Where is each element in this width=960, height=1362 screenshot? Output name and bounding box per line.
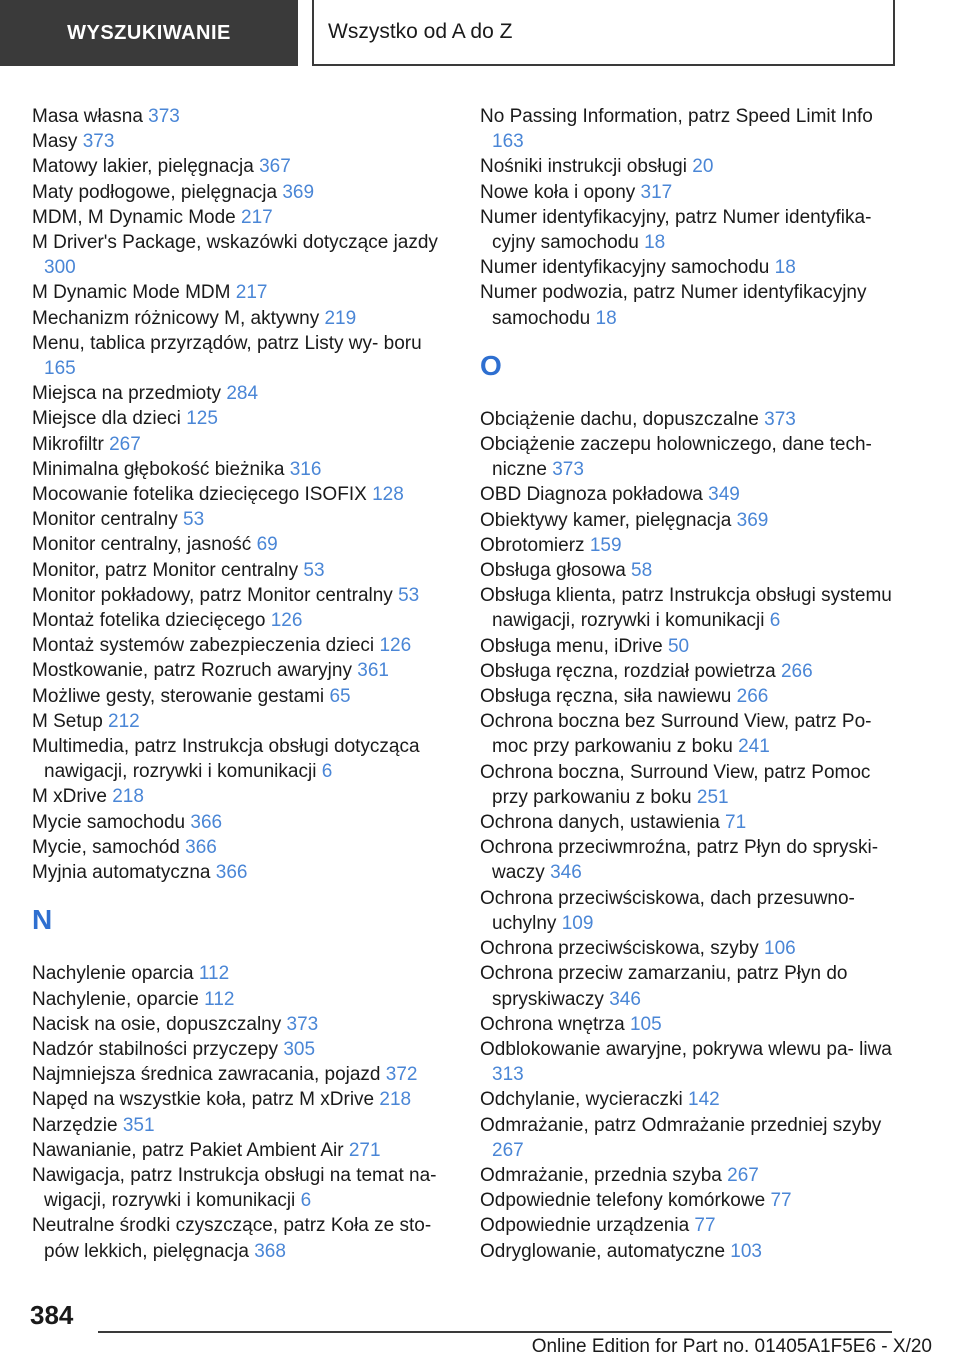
index-entry <box>32 381 452 406</box>
index-entry <box>32 1087 452 1112</box>
section-title: Wszystko od A do Z <box>312 0 895 66</box>
index-letter-heading: O <box>480 349 502 381</box>
index-entry <box>32 658 452 683</box>
index-entry-text: Masy <box>32 131 78 153</box>
index-entry <box>32 230 452 280</box>
index-entry-text: No Passing Information, patrz Speed Limit Info <box>480 106 873 127</box>
index-column-right <box>480 104 900 1264</box>
index-entry-text: Obsługa ręczna, rozdział powietrza <box>480 660 776 682</box>
index-entry <box>32 482 452 507</box>
index-page-link[interactable]: 219 <box>324 307 357 329</box>
index-entry-text: Ochrona przeciwściskowa, dach przesuwno‐ uchylny <box>480 887 855 934</box>
index-page-link[interactable]: 50 <box>667 635 690 657</box>
index-page-link[interactable]: 217 <box>241 206 273 228</box>
index-entry <box>32 1113 452 1138</box>
index-entry-text: Obsługa menu, iDrive <box>480 635 663 657</box>
index-entry <box>480 104 900 154</box>
index-entry-text: Nacisk na osie, dopuszczalny <box>32 1013 282 1035</box>
index-entry-text: Mycie, samochód <box>32 836 180 858</box>
index-entry-text: M Driver's Package, wskazówki dotyczące jazdy <box>32 232 438 254</box>
index-page-link[interactable]: 126 <box>270 610 303 632</box>
index-entry-text: Neutralne środki czyszczące, patrz Koła ze sto‐ pów lekkich, pielęgnacja <box>32 1215 432 1262</box>
index-page-link[interactable]: 366 <box>215 862 248 884</box>
index-entry-text: Nachylenie, oparcie <box>32 988 199 1010</box>
index-page-link[interactable]: 18 <box>595 307 617 329</box>
index-page-link[interactable]: 212 <box>108 710 140 732</box>
index-page-link[interactable]: 373 <box>552 459 584 481</box>
index-page-link[interactable]: 58 <box>631 560 653 582</box>
index-entry <box>32 583 452 608</box>
index-entry-text: Odmrażanie, patrz Odmrażanie przedniej szyby <box>480 1114 882 1136</box>
index-entry-text: Ochrona wnętrza <box>480 1013 625 1035</box>
index-entry <box>32 432 452 457</box>
index-page-link[interactable]: 125 <box>186 408 218 430</box>
index-entry-text: Multimedia, patrz Instrukcja obsługi dotycząca nawigacji, rozrywki i komunikacji <box>32 736 420 783</box>
index-page-link[interactable]: 368 <box>254 1240 286 1262</box>
index-page-link[interactable]: 217 <box>235 282 268 304</box>
index-entry <box>480 482 900 507</box>
index-entry <box>32 633 452 658</box>
index-page-link[interactable]: 218 <box>112 786 144 808</box>
index-page-link[interactable]: 373 <box>286 1013 319 1035</box>
index-entry-text: Odryglowanie, automatyczne <box>480 1240 726 1262</box>
index-entry-text: Monitor, patrz Monitor centralny <box>32 559 299 581</box>
index-entry <box>480 558 900 583</box>
index-page-link[interactable]: 18 <box>774 257 796 279</box>
index-page-link[interactable]: 105 <box>629 1013 662 1035</box>
index-page-link[interactable]: 20 <box>692 156 714 178</box>
index-entry-text: Masa własna <box>32 106 143 127</box>
index-column-left <box>32 104 452 1264</box>
index-entry-text: Nośniki instrukcji obsługi <box>480 156 687 178</box>
index-entry <box>480 154 900 179</box>
index-page-link[interactable]: 69 <box>256 534 278 556</box>
index-entry <box>32 1012 452 1037</box>
index-entry-text: Myjnia automatyczna <box>32 862 211 884</box>
index-entry <box>480 280 900 330</box>
index-entry <box>480 583 900 633</box>
index-entry <box>32 129 452 154</box>
index-page-link[interactable]: 106 <box>764 938 796 960</box>
index-entry <box>480 1188 900 1213</box>
index-page-link[interactable]: 366 <box>185 836 217 858</box>
index-page-link[interactable]: 53 <box>398 584 420 606</box>
index-page-link[interactable]: 6 <box>300 1190 312 1212</box>
index-entry-text: Najmniejsza średnica zawracania, pojazd <box>32 1064 381 1086</box>
index-entry-text: Numer podwozia, patrz Numer identyfikacyjny samochodu <box>480 282 867 329</box>
index-entry-text: Monitor centralny, jasność <box>32 534 252 556</box>
index-page-link[interactable]: 109 <box>561 912 594 934</box>
index-page-link[interactable]: 6 <box>321 761 333 783</box>
index-entry-text: Nadzór stabilności przyczepy <box>32 1038 279 1060</box>
index-entry-text: Obsługa ręczna, siła nawiewu <box>480 686 732 708</box>
index-entry <box>32 205 452 230</box>
index-entry-text: Obrotomierz <box>480 534 585 556</box>
index-entry-text: Matowy lakier, pielęgnacja <box>32 156 254 178</box>
index-page-link[interactable]: 77 <box>770 1190 792 1212</box>
index-entry <box>32 104 452 129</box>
index-entry <box>32 406 452 431</box>
index-entry-text: Nowe koła i opony <box>480 181 636 203</box>
index-entry-text: Mikrofiltr <box>32 433 104 455</box>
index-entry-text: Mocowanie fotelika dziecięcego ISOFIX <box>32 484 367 506</box>
index-page-link[interactable]: 266 <box>736 686 769 708</box>
index-entry <box>32 1138 452 1163</box>
index-page-link[interactable]: 305 <box>283 1038 316 1060</box>
index-entry-text: M Dynamic Mode MDM <box>32 282 231 304</box>
index-entry-text: Odblokowanie awaryjne, pokrywa wlewu pa‐ liwa <box>480 1038 892 1060</box>
index-entry <box>480 886 900 936</box>
index-entry-text: Narzędzie <box>32 1114 118 1136</box>
index-entry <box>480 684 900 709</box>
header <box>0 0 960 66</box>
index-entry <box>32 608 452 633</box>
index-entry <box>32 1163 452 1213</box>
index-entry <box>32 860 452 885</box>
index-entry <box>480 961 900 1011</box>
index-entry-text: M Setup <box>32 710 103 732</box>
index-page-link[interactable]: 112 <box>204 988 235 1010</box>
index-entry <box>32 784 452 809</box>
index-entry <box>480 709 900 759</box>
index-entry-text: Nawigacja, patrz Instrukcja obsługi na temat na‐ wigacji, rozrywki i komunikacji <box>32 1164 437 1212</box>
index-entry-text: Obiektywy kamer, pielęgnacja <box>480 509 732 531</box>
index-page-link[interactable]: 112 <box>198 963 230 985</box>
index-entry-text: Ochrona przeciwmroźna, patrz Płyn do spryski‐ waczy <box>480 837 879 884</box>
index-page-link[interactable]: 251 <box>696 786 729 808</box>
index-page-link[interactable]: 266 <box>780 660 813 682</box>
index-entry-text: Montaż fotelika dziecięcego <box>32 610 266 632</box>
index-page-link[interactable]: 163 <box>492 131 524 153</box>
index-entry-text: Ochrona boczna bez Surround View, patrz Po‐ moc przy parkowaniu z boku <box>480 711 872 758</box>
index-entry <box>480 533 900 558</box>
index-entry <box>32 306 452 331</box>
index-entry <box>480 1037 900 1087</box>
index-entry <box>480 180 900 205</box>
index-entry-text: Minimalna głębokość bieżnika <box>32 458 285 480</box>
index-entry <box>32 532 452 557</box>
index-entry-text: M xDrive <box>32 786 107 808</box>
index-entry <box>32 684 452 709</box>
index-entry <box>480 936 900 961</box>
index-entry <box>32 180 452 205</box>
index-page-link[interactable]: 369 <box>282 181 315 203</box>
index-entry <box>32 457 452 482</box>
index-letter-heading: N <box>32 904 53 936</box>
index-page-link[interactable]: 346 <box>550 862 582 884</box>
index-entry <box>32 507 452 532</box>
index-page-link[interactable]: 267 <box>109 433 141 455</box>
index-page-link[interactable]: 267 <box>727 1164 759 1186</box>
index-entry <box>32 734 452 784</box>
index-page-link[interactable]: 300 <box>44 257 76 279</box>
index-entry <box>32 154 452 179</box>
index-page-link[interactable]: 317 <box>640 181 673 203</box>
index-page-link[interactable]: 361 <box>357 660 389 682</box>
index-entry <box>32 331 452 381</box>
index-page-link[interactable]: 126 <box>379 635 412 657</box>
index-entry-text: Ochrona boczna, Surround View, patrz Pomoc przy parkowaniu z boku <box>480 761 871 808</box>
index-page-link[interactable]: 373 <box>82 131 115 153</box>
index-page-link[interactable]: 53 <box>303 559 325 581</box>
index-entry <box>480 810 900 835</box>
index-entry <box>32 1062 452 1087</box>
index-entry-text: Numer identyfikacyjny, patrz Numer identyfika‐ cyjny samochodu <box>480 206 872 254</box>
index-entry <box>480 1163 900 1188</box>
index-entry-text: Menu, tablica przyrządów, patrz Listy wy‐ boru <box>32 332 422 354</box>
index-page-link[interactable]: 159 <box>589 534 622 556</box>
index-entry-text: MDM, M Dynamic Mode <box>32 206 236 228</box>
index-page-link[interactable]: 241 <box>738 736 770 758</box>
index-page-link[interactable]: 165 <box>44 358 76 380</box>
index-entry <box>480 407 900 432</box>
index-entry <box>32 280 452 305</box>
index-entry <box>480 1087 900 1112</box>
index-entry <box>480 432 900 482</box>
index-page-link[interactable]: 351 <box>122 1114 155 1136</box>
index-entry-text: Nawanianie, patrz Pakiet Ambient Air <box>32 1139 344 1161</box>
index-page-link[interactable]: 369 <box>736 509 769 531</box>
index-entry-text: Ochrona danych, ustawienia <box>480 812 720 834</box>
index-entry-text: Napęd na wszystkie koła, patrz M xDrive <box>32 1089 375 1111</box>
index-page-link[interactable]: 65 <box>329 685 351 707</box>
index-entry-text: Monitor centralny <box>32 509 178 531</box>
index-entry <box>480 760 900 810</box>
index-entry-text: Miejsce dla dzieci <box>32 408 181 430</box>
edition-note: Online Edition for Part no. 01405A1F5E6 - X/20 <box>531 1336 932 1357</box>
index-entry-text: Odchylanie, wycieraczki <box>480 1089 683 1111</box>
index-entry-text: Obsługa głosowa <box>480 560 626 582</box>
index-entry-text: Mechanizm różnicowy M, aktywny <box>32 307 320 329</box>
index-page-link[interactable]: 77 <box>694 1215 716 1237</box>
index-entry <box>32 1037 452 1062</box>
index-page-link[interactable]: 373 <box>764 408 796 430</box>
index-entry-text: Ochrona przeciw zamarzaniu, patrz Płyn do spryskiwaczy <box>480 963 848 1010</box>
index-entry <box>32 835 452 860</box>
index-page-link[interactable]: 284 <box>226 383 259 405</box>
index-entry <box>480 659 900 684</box>
index-entry <box>32 987 452 1012</box>
index-entry-text: Numer identyfikacyjny samochodu <box>480 257 770 279</box>
index-entry-text: Montaż systemów zabezpieczenia dzieci <box>32 635 375 657</box>
index-entry <box>32 1213 452 1263</box>
index-entry-text: Ochrona przeciwściskowa, szyby <box>480 938 759 960</box>
index-page-link[interactable]: 316 <box>289 458 322 480</box>
index-entry <box>480 205 900 255</box>
index-entry-text: Obciążenie zaczepu holowniczego, dane tech‐ niczne <box>480 434 872 481</box>
index-entry-text: Maty podłogowe, pielęgnacja <box>32 181 278 203</box>
index-entry-text: Odmrażanie, przednia szyba <box>480 1164 722 1186</box>
index-page-link[interactable]: 18 <box>644 232 666 254</box>
index-page-link[interactable]: 373 <box>148 106 180 127</box>
index-entry <box>480 508 900 533</box>
index-entry <box>480 1213 900 1238</box>
index-entry <box>480 1113 900 1163</box>
index-page-link[interactable]: 142 <box>688 1089 720 1111</box>
index-entry <box>32 558 452 583</box>
index-entry <box>32 810 452 835</box>
index-entry <box>480 835 900 885</box>
index-page-link[interactable]: 71 <box>725 812 747 834</box>
index-entry-text: Monitor pokładowy, patrz Monitor centralny <box>32 584 393 606</box>
index-entry-text: Nachylenie oparcia <box>32 963 194 985</box>
index-page-link[interactable]: 6 <box>769 610 781 632</box>
index-entry-text: Odpowiednie urządzenia <box>480 1215 690 1237</box>
index-page-link[interactable]: 372 <box>385 1064 418 1086</box>
index-entry-text: Możliwe gesty, sterowanie gestami <box>32 685 325 707</box>
index-entry-text: Odpowiednie telefony komórkowe <box>480 1190 766 1212</box>
search-tab[interactable]: WYSZUKIWANIE <box>0 0 298 66</box>
index-entry <box>480 634 900 659</box>
index-page-link[interactable]: 103 <box>730 1240 762 1262</box>
index-page-link[interactable]: 271 <box>348 1139 381 1161</box>
index-page-link[interactable]: 128 <box>372 484 404 506</box>
index-entry-text: OBD Diagnoza pokładowa <box>480 484 703 506</box>
index-page-link[interactable]: 267 <box>492 1139 524 1161</box>
index-page-link[interactable]: 346 <box>609 988 641 1010</box>
index-page-link[interactable]: 218 <box>379 1089 412 1111</box>
index-entry <box>480 1239 900 1264</box>
index-page-link[interactable]: 53 <box>183 509 205 531</box>
index-entry-text: Obciążenie dachu, dopuszczalne <box>480 408 759 430</box>
index-entry-text: Mycie samochodu <box>32 811 186 833</box>
index-entry-text: Miejsca na przedmioty <box>32 383 222 405</box>
index-page-link[interactable]: 349 <box>708 484 740 506</box>
index-entry <box>32 961 452 986</box>
page-number: 384 <box>30 1300 74 1330</box>
index-entry-text: Mostkowanie, patrz Rozruch awaryjny <box>32 660 352 682</box>
index-entry <box>480 255 900 280</box>
index-entry <box>480 1012 900 1037</box>
index-page-link[interactable]: 367 <box>259 156 291 178</box>
index-entry-text: Obsługa klienta, patrz Instrukcja obsługi systemu nawigacji, rozrywki i komunikacji <box>480 585 892 632</box>
index-page-link[interactable]: 313 <box>492 1064 524 1086</box>
index-page-link[interactable]: 366 <box>190 811 223 833</box>
footer-divider <box>98 1331 892 1333</box>
index-entry <box>32 709 452 734</box>
